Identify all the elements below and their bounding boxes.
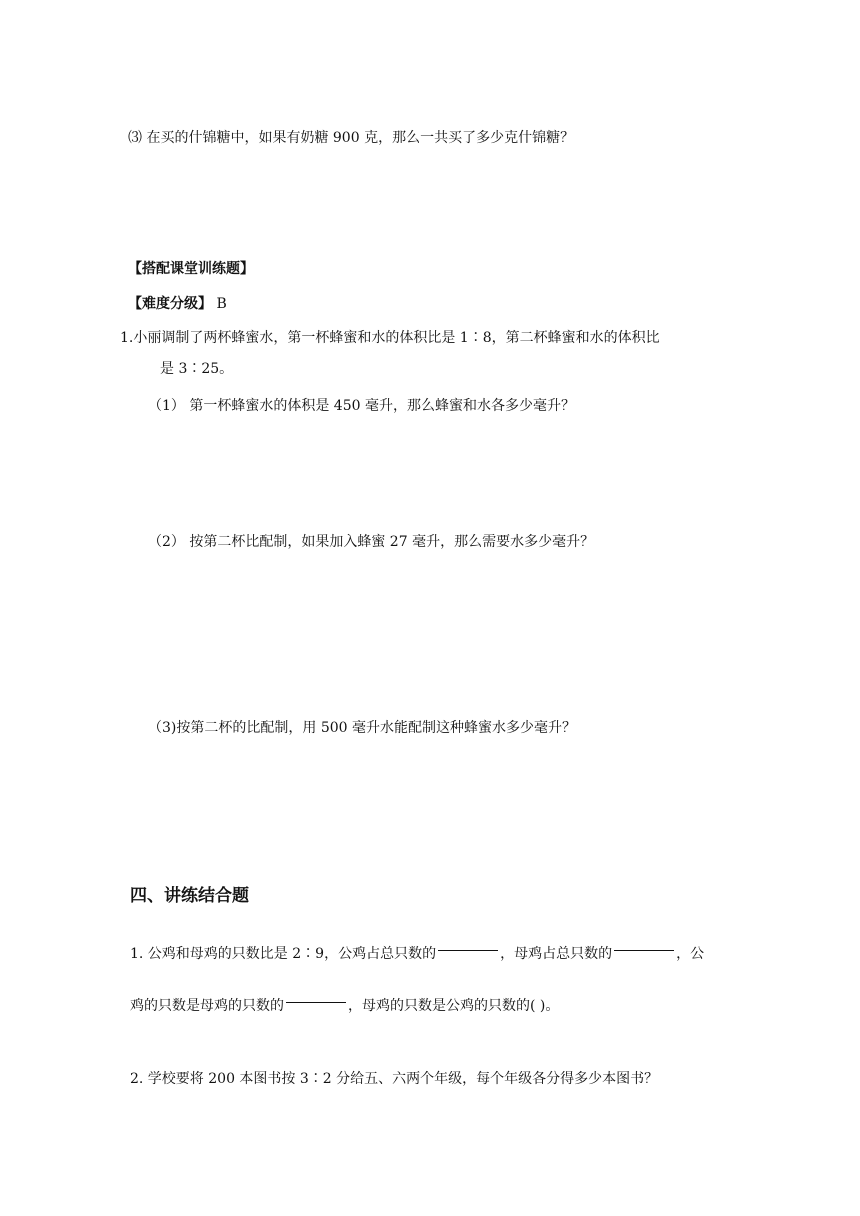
problem-1-sub-3: （3)按第二杯的比配制，用 500 毫升水能配制这种蜂蜜水多少毫升？	[148, 720, 576, 736]
practice-section-title: 【搭配课堂训练题】	[128, 261, 254, 277]
exercise-1-text-c: ，公	[676, 946, 705, 962]
exercise-1-text-d: 鸡的只数是母鸡的只数的	[130, 998, 284, 1014]
difficulty-row	[128, 294, 227, 314]
exercise-1-text-b: ，母鸡占总只数的	[500, 946, 613, 962]
problem-1-sub-2: （2） 按第二杯比配制，如果加入蜂蜜 27 毫升，那么需要水多少毫升？	[148, 534, 595, 550]
exercise-1-text-a: 1. 公鸡和母鸡的只数比是 2∶9，公鸡占总只数的	[130, 946, 437, 962]
problem-1-sub-1: （1） 第一杯蜂蜜水的体积是 450 毫升，那么蜂蜜和水各多少毫升？	[148, 398, 575, 414]
exercise-2: 2. 学校要将 200 本图书按 3∶2 分给五、六两个年级，每个年级各分得多少本图书？	[130, 1071, 659, 1087]
problem-1-line-2: 是 3∶25。	[160, 361, 234, 377]
problem-1-line-1: 1.小丽调制了两杯蜂蜜水，第一杯蜂蜜和水的体积比是 1∶8，第二杯蜂蜜和水的体积比	[120, 330, 660, 346]
exercise-1-line-2	[130, 996, 559, 1016]
question-3-previous: ⑶ 在买的什锦糖中，如果有奶糖 900 克，那么一共买了多少克什锦糖？	[128, 130, 575, 146]
difficulty-label: 【难度分级】	[128, 296, 212, 312]
exercise-1-text-e: ，母鸡的只数是公鸡的只数的( )。	[348, 998, 560, 1014]
answer-blank-3[interactable]	[286, 1002, 346, 1003]
answer-blank-2[interactable]	[614, 950, 674, 951]
difficulty-value: B	[216, 296, 227, 312]
exercise-1-line-1	[130, 944, 704, 964]
section-4-title: 四、讲练结合题	[130, 886, 249, 906]
answer-blank-1[interactable]	[438, 950, 498, 951]
